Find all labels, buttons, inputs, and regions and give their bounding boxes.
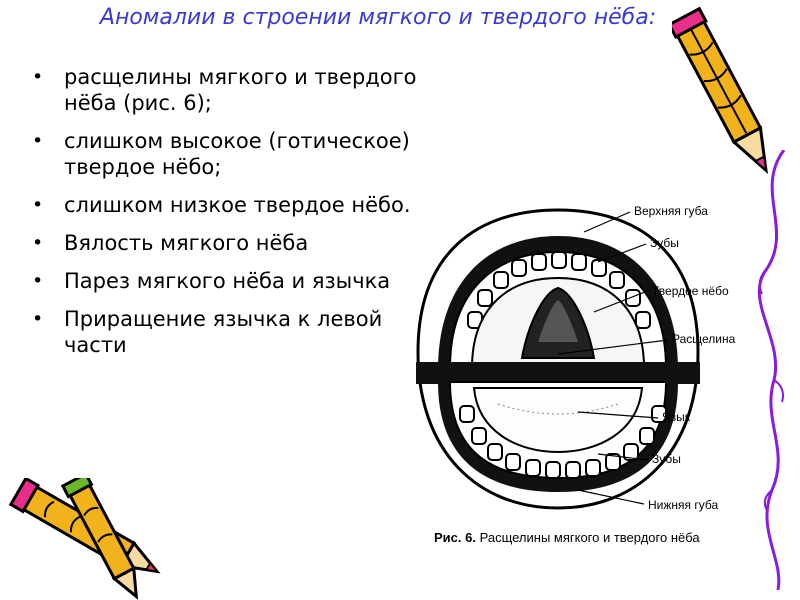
bullet-item: • слишком высокое (готическое) твердое нёбо;: [30, 128, 430, 180]
label-upper-lip: Верхняя губа: [634, 204, 708, 218]
pencil-icon: [0, 478, 170, 600]
figure-caption: [434, 530, 700, 545]
slide-title: Аномалии в строении мягкого и твердого нёба:: [99, 5, 657, 30]
bullet-item: • Парез мягкого нёба и язычка: [30, 268, 430, 294]
bullet-item: • Приращение язычка к левой части: [30, 306, 430, 358]
label-cleft: Расщелина: [672, 332, 736, 346]
bullet-item: • слишком низкое твердое нёбо.: [30, 192, 430, 218]
label-hard-palate: Твердое нёбо: [652, 284, 729, 298]
label-teeth-bottom: Зубы: [652, 452, 681, 466]
caption-number: Рис. 6.: [434, 530, 476, 545]
label-tongue: Язык: [662, 410, 691, 424]
bullet-item: • расщелины мягкого и твердого нёба (рис. 6);: [30, 64, 430, 116]
label-teeth-top: Зубы: [650, 236, 679, 250]
label-lower-lip: Нижняя губа: [648, 498, 719, 512]
caption-text: Расщелины мягкого и твердого нёба: [479, 530, 700, 545]
bullet-item: • Вялость мягкого нёба: [30, 230, 430, 256]
bullet-list: [30, 64, 430, 370]
